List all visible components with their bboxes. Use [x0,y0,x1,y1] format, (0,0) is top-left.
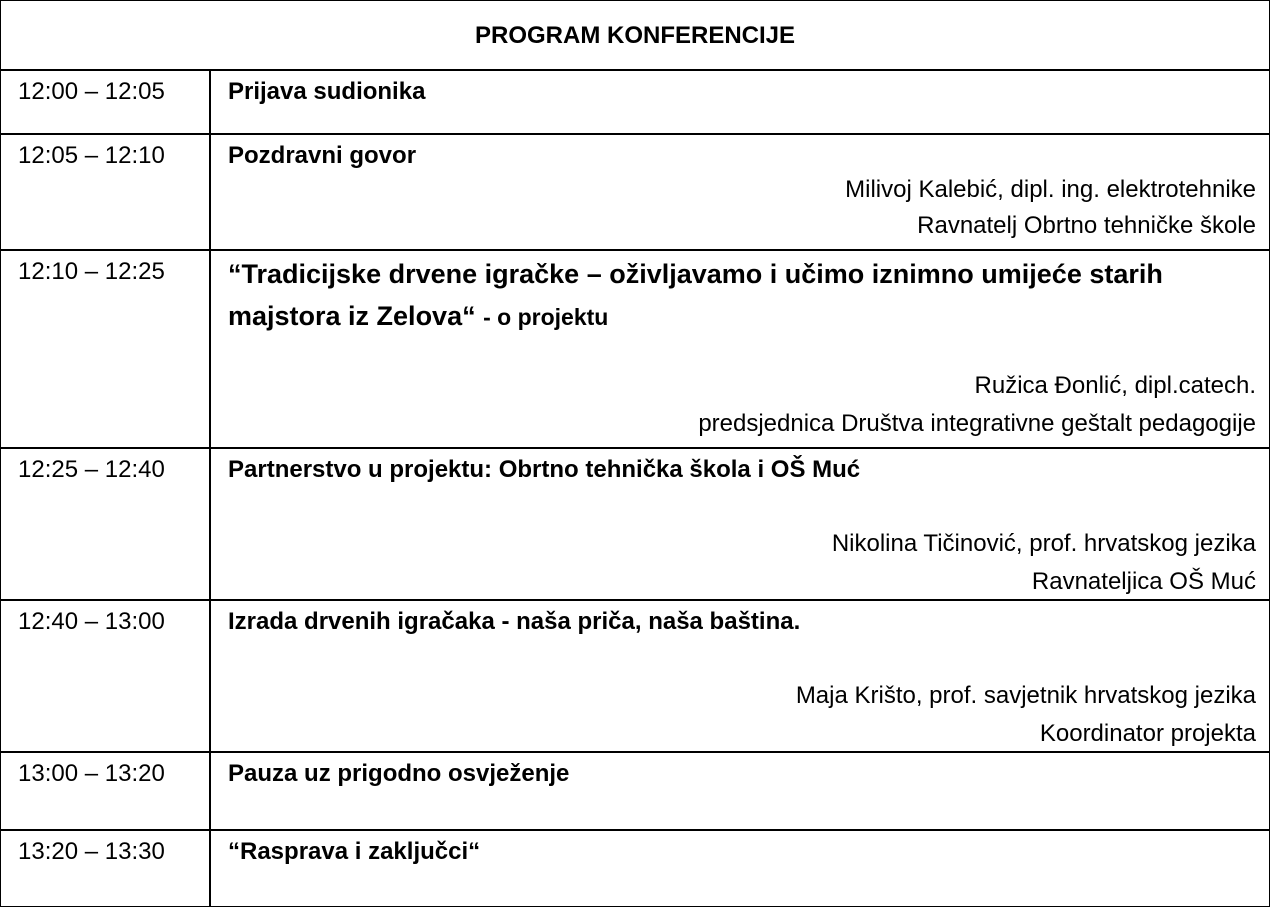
session-time: 13:00 – 13:20 [1,753,211,829]
session-topic: Pauza uz prigodno osvježenje [228,760,570,787]
program-title: PROGRAM KONFERENCIJE [1,1,1269,71]
session-topic: Izrada drvenih igračaka - naša priča, naša baština. [228,608,801,635]
speaker-name: Ružica Đonlić, dipl.catech. [974,372,1256,399]
session-topic-title: “Tradicijske drvene igračke – oživljavamo i učimo iznimno umijeće starih majstora iz Zelova“ [228,259,1163,331]
session-row [1,449,1269,601]
session-content [211,753,1269,829]
session-topic: “Rasprava i zaključci“ [228,838,481,865]
session-content [211,135,1269,249]
speaker-name: Maja Krišto, prof. savjetnik hrvatskog jezika [795,682,1256,709]
session-content [211,831,1269,906]
session-topic: Pozdravni govor [228,142,417,169]
speaker-name: Milivoj Kalebić, dipl. ing. elektrotehnike [845,176,1256,203]
session-content [211,71,1269,133]
session-content [211,601,1269,751]
session-time: 12:00 – 12:05 [1,71,211,133]
speaker-role: Ravnatelj Obrtno tehničke škole [917,212,1256,239]
session-row [1,71,1269,135]
session-content [211,251,1269,447]
session-time: 13:20 – 13:30 [1,831,211,906]
speaker-role: Ravnateljica OŠ Muć [1031,568,1256,595]
session-topic: Partnerstvo u projektu: Obrtno tehnička škola i OŠ Muć [228,456,861,483]
session-topic-suffix: - o projektu [483,304,609,330]
session-row [1,753,1269,831]
speaker-name: Nikolina Tičinović, prof. hrvatskog jezika [831,530,1256,557]
session-time: 12:05 – 12:10 [1,135,211,249]
session-topic [228,253,1256,338]
session-content [211,449,1269,599]
session-row [1,135,1269,251]
session-row [1,831,1269,906]
speaker-role: predsjednica Društva integrativne geštalt pedagogije [698,410,1256,437]
session-time: 12:25 – 12:40 [1,449,211,599]
session-time: 12:10 – 12:25 [1,251,211,447]
session-time: 12:40 – 13:00 [1,601,211,751]
session-topic: Prijava sudionika [228,78,426,105]
session-row [1,251,1269,449]
session-row [1,601,1269,753]
speaker-role: Koordinator projekta [1039,720,1256,747]
